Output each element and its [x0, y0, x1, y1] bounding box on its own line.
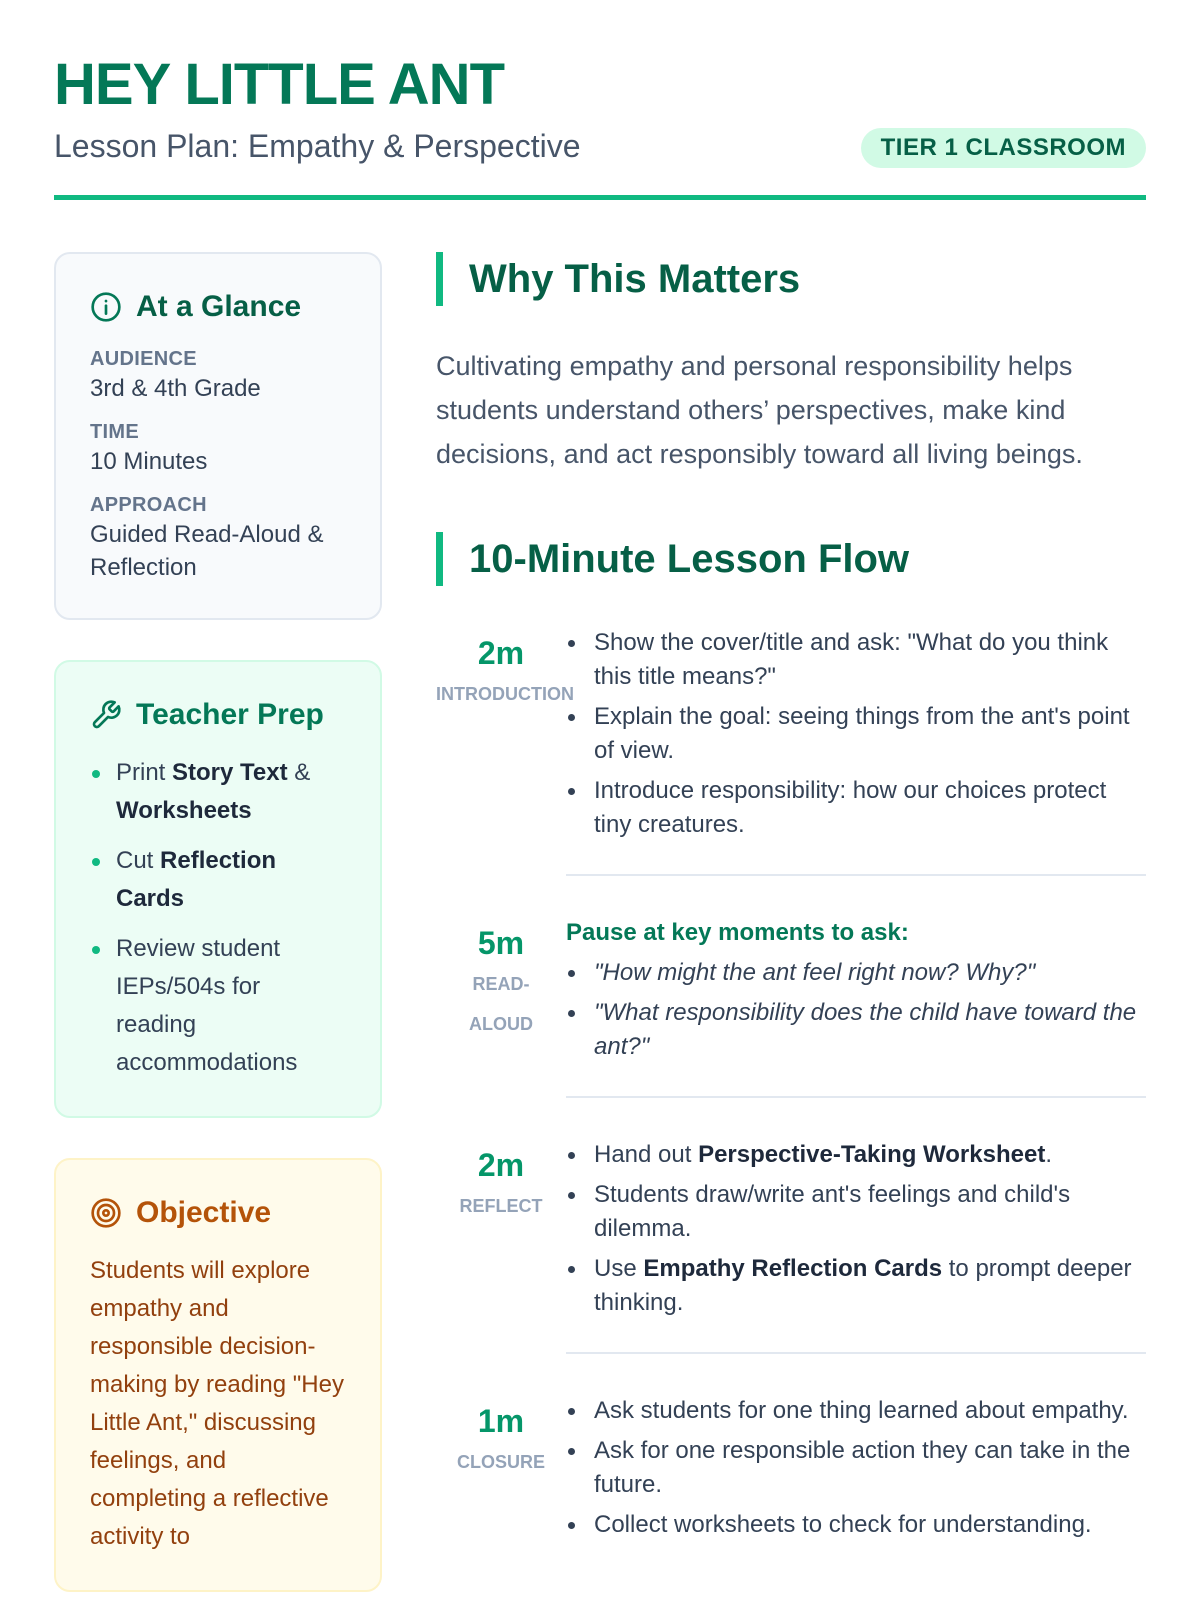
- fact-audience: [90, 346, 346, 405]
- lesson-flow: [436, 626, 1146, 1574]
- flow-step-closure: [436, 1394, 1146, 1574]
- fact-label: APPROACH: [90, 494, 207, 516]
- list-item: "What responsibility does the child have toward the ant?": [566, 996, 1146, 1064]
- step-label: CLOSURE: [456, 1452, 545, 1472]
- flow-step-introduction: [436, 626, 1146, 916]
- why-text: Cultivating empathy and personal responsibility helps students understand others’ perspectives, make kind decisions, and act responsibly toward all living beings.: [436, 351, 1083, 469]
- step-label: READ-ALOUD: [469, 974, 533, 1034]
- at-a-glance-card: [54, 252, 382, 620]
- list-item: Explain the goal: seeing things from the ant's point of view.: [566, 700, 1146, 768]
- prep-item: Review student IEPs/504s for reading accommodations: [90, 930, 346, 1082]
- list-item: Use Empathy Reflection Cards to prompt deeper thinking.: [566, 1252, 1146, 1320]
- page-title: HEY LITTLE ANT: [54, 52, 504, 117]
- objective-title: Objective: [136, 1196, 272, 1229]
- list-item: Students draw/write ant's feelings and child's dilemma.: [566, 1178, 1146, 1246]
- tier-badge: TIER 1 CLASSROOM: [861, 128, 1146, 168]
- list-item: Show the cover/title and ask: "What do you think this title means?": [566, 626, 1146, 694]
- sidebar: [54, 252, 382, 1600]
- why-section-header: [436, 252, 1146, 306]
- target-icon: [90, 1197, 122, 1229]
- fact-value: Guided Read-Aloud & Reflection: [90, 521, 324, 581]
- flow-step-reflect: [436, 1138, 1146, 1394]
- fact-value: 3rd & 4th Grade: [90, 375, 261, 402]
- info-circle-icon: [90, 291, 122, 323]
- list-item: Ask students for one thing learned about empathy.: [566, 1394, 1146, 1428]
- pause-heading: Pause at key moments to ask:: [566, 919, 909, 946]
- fact-value: 10 Minutes: [90, 448, 208, 475]
- list-item: Ask for one responsible action they can take in the future.: [566, 1434, 1146, 1502]
- flow-step-read-aloud: [436, 916, 1146, 1138]
- why-title: Why This Matters: [469, 256, 801, 301]
- step-minutes: 1m: [477, 1403, 525, 1439]
- fact-label: AUDIENCE: [90, 348, 197, 370]
- teacher-prep-card: [54, 660, 382, 1118]
- step-minutes: 2m: [477, 1147, 525, 1183]
- page-header: [54, 52, 1146, 200]
- prep-list: [90, 754, 346, 1082]
- at-a-glance-title: At a Glance: [136, 290, 302, 323]
- step-minutes: 2m: [477, 635, 525, 671]
- list-item: Introduce responsibility: how our choices protect tiny creatures.: [566, 774, 1146, 842]
- list-item: "How might the ant feel right now? Why?": [566, 956, 1146, 990]
- objective-card: [54, 1158, 382, 1592]
- objective-text: Students will explore empathy and responsible decision-making by reading "Hey Little Ant," discussing feelings, and completing a reflective activity to: [90, 1257, 344, 1550]
- flow-section-header: [436, 532, 1146, 586]
- flow-title: 10-Minute Lesson Flow: [469, 536, 910, 581]
- fact-time: [90, 419, 346, 478]
- page-subtitle: Lesson Plan: Empathy & Perspective: [54, 128, 581, 164]
- wrench-icon: [90, 699, 122, 731]
- fact-label: TIME: [90, 421, 139, 443]
- prep-item: Print Story Text & Worksheets: [90, 754, 346, 830]
- step-minutes: 5m: [477, 925, 525, 961]
- teacher-prep-title: Teacher Prep: [136, 698, 324, 731]
- fact-approach: [90, 492, 346, 584]
- main-content: [436, 252, 1146, 1600]
- list-item: Hand out Perspective-Taking Worksheet.: [566, 1138, 1146, 1172]
- prep-item: Cut Reflection Cards: [90, 842, 346, 918]
- step-label: REFLECT: [459, 1196, 543, 1216]
- step-label: INTRODUCTION: [436, 684, 574, 704]
- list-item: Collect worksheets to check for understanding.: [566, 1508, 1146, 1542]
